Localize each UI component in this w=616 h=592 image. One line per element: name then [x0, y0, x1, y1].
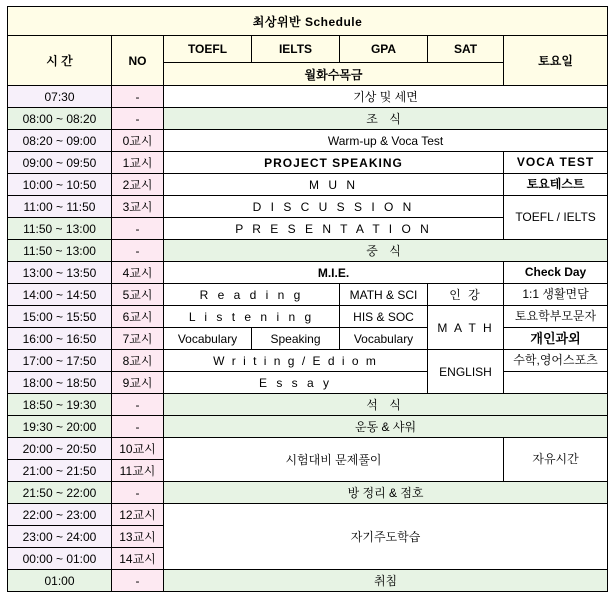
saturday-parent-msg: 토요학부모문자	[504, 306, 608, 328]
table-row	[8, 328, 608, 350]
row-time: 16:00 ~ 16:50	[8, 328, 112, 350]
row-time: 11:50 ~ 13:00	[8, 218, 112, 240]
row-time: 20:00 ~ 20:50	[8, 438, 112, 460]
table-row	[8, 108, 608, 130]
row-no: 9교시	[112, 372, 164, 394]
row-no: -	[112, 482, 164, 504]
table-row	[8, 504, 608, 526]
block-presentation: P R E S E N T A T I O N	[164, 218, 504, 240]
block-self-study: 자기주도학습	[164, 504, 608, 570]
row-activity: 운동 & 샤워	[164, 416, 608, 438]
table-header-row	[8, 36, 608, 63]
row-no: -	[112, 108, 164, 130]
row-time: 15:00 ~ 15:50	[8, 306, 112, 328]
row-no: 14교시	[112, 548, 164, 570]
row-activity: Warm-up & Voca Test	[164, 130, 608, 152]
row-activity: 석 식	[164, 394, 608, 416]
saturday-consult: 1:1 생활면담	[504, 284, 608, 306]
page-title: 최상위반 Schedule	[8, 7, 608, 36]
table-row	[8, 284, 608, 306]
row-activity: 기상 및 세면	[164, 86, 608, 108]
row-no: 13교시	[112, 526, 164, 548]
block-project-speaking: PROJECT SPEAKING	[164, 152, 504, 174]
row-time: 13:00 ~ 13:50	[8, 262, 112, 284]
row-time: 09:00 ~ 09:50	[8, 152, 112, 174]
row-time: 18:00 ~ 18:50	[8, 372, 112, 394]
row-time: 23:00 ~ 24:00	[8, 526, 112, 548]
table-row	[8, 86, 608, 108]
row-no: 8교시	[112, 350, 164, 372]
row-no: 2교시	[112, 174, 164, 196]
saturday-free-time: 자유시간	[504, 438, 608, 482]
row-time: 19:30 ~ 20:00	[8, 416, 112, 438]
table-row	[8, 196, 608, 218]
block-mun: M U N	[164, 174, 504, 196]
table-row	[8, 350, 608, 372]
row-no: 7교시	[112, 328, 164, 350]
header-time: 시 간	[8, 36, 112, 86]
header-sat: SAT	[428, 36, 504, 63]
table-row	[8, 394, 608, 416]
block-discussion: D I S C U S S I O N	[164, 196, 504, 218]
row-time: 17:00 ~ 17:50	[8, 350, 112, 372]
row-activity: 방 정리 & 점호	[164, 482, 608, 504]
block-essay: E s s a y	[164, 372, 428, 394]
row-no: 3교시	[112, 196, 164, 218]
table-title-row	[8, 7, 608, 36]
row-no: -	[112, 416, 164, 438]
row-activity: 중 식	[164, 240, 608, 262]
table-row	[8, 306, 608, 328]
block-exam-prep: 시험대비 문제풀이	[164, 438, 504, 482]
saturday-toyo-test: 토요테스트	[504, 174, 608, 196]
table-row	[8, 262, 608, 284]
block-listening: L i s t e n i n g	[164, 306, 340, 328]
row-time: 18:50 ~ 19:30	[8, 394, 112, 416]
block-english: ENGLISH	[428, 350, 504, 394]
row-time: 08:20 ~ 09:00	[8, 130, 112, 152]
row-no: 0교시	[112, 130, 164, 152]
row-no: 12교시	[112, 504, 164, 526]
row-time: 01:00	[8, 570, 112, 592]
row-activity: 취침	[164, 570, 608, 592]
row-no: -	[112, 240, 164, 262]
block-vocabulary-left: Vocabulary	[164, 328, 252, 350]
block-reading: R e a d i n g	[164, 284, 340, 306]
block-math: M A T H	[428, 306, 504, 350]
row-no: 5교시	[112, 284, 164, 306]
header-gpa: GPA	[340, 36, 428, 63]
row-no: 11교시	[112, 460, 164, 482]
header-no: NO	[112, 36, 164, 86]
schedule-table	[7, 6, 608, 592]
table-row	[8, 372, 608, 394]
block-his-soc: HIS & SOC	[340, 306, 428, 328]
row-no: 4교시	[112, 262, 164, 284]
header-toefl: TOEFL	[164, 36, 252, 63]
block-speaking: Speaking	[252, 328, 340, 350]
row-no: -	[112, 86, 164, 108]
row-time: 11:00 ~ 11:50	[8, 196, 112, 218]
header-saturday: 토요일	[504, 36, 608, 86]
row-time: 08:00 ~ 08:20	[8, 108, 112, 130]
row-no: 10교시	[112, 438, 164, 460]
header-weekdays: 월화수목금	[164, 63, 504, 86]
row-no: -	[112, 570, 164, 592]
table-row	[8, 152, 608, 174]
saturday-private-sub: 수학,영어스포츠	[504, 350, 608, 372]
row-time: 22:00 ~ 23:00	[8, 504, 112, 526]
row-no: 6교시	[112, 306, 164, 328]
block-vocabulary-right: Vocabulary	[340, 328, 428, 350]
saturday-check-day: Check Day	[504, 262, 608, 284]
row-time: 21:00 ~ 21:50	[8, 460, 112, 482]
row-time: 21:50 ~ 22:00	[8, 482, 112, 504]
row-no: -	[112, 394, 164, 416]
row-time: 07:30	[8, 86, 112, 108]
block-mie: M.I.E.	[164, 262, 504, 284]
saturday-voca-test: VOCA TEST	[504, 152, 608, 174]
block-ingang: 인 강	[428, 284, 504, 306]
row-no: 1교시	[112, 152, 164, 174]
table-row	[8, 482, 608, 504]
table-row	[8, 570, 608, 592]
block-writing-ediom: W r i t i n g / E d i o m	[164, 350, 428, 372]
row-time: 11:50 ~ 13:00	[8, 240, 112, 262]
schedule-page	[0, 6, 616, 588]
table-row	[8, 240, 608, 262]
row-time: 10:00 ~ 10:50	[8, 174, 112, 196]
table-row	[8, 438, 608, 460]
block-math-sci: MATH & SCI	[340, 284, 428, 306]
row-activity: 조 식	[164, 108, 608, 130]
row-no: -	[112, 218, 164, 240]
saturday-blank-1	[504, 372, 608, 394]
saturday-toefl-ielts: TOEFL / IELTS	[504, 196, 608, 240]
header-ielts: IELTS	[252, 36, 340, 63]
table-row	[8, 130, 608, 152]
row-time: 14:00 ~ 14:50	[8, 284, 112, 306]
table-row	[8, 416, 608, 438]
table-row	[8, 174, 608, 196]
saturday-private: 개인과외	[504, 328, 608, 350]
row-time: 00:00 ~ 01:00	[8, 548, 112, 570]
